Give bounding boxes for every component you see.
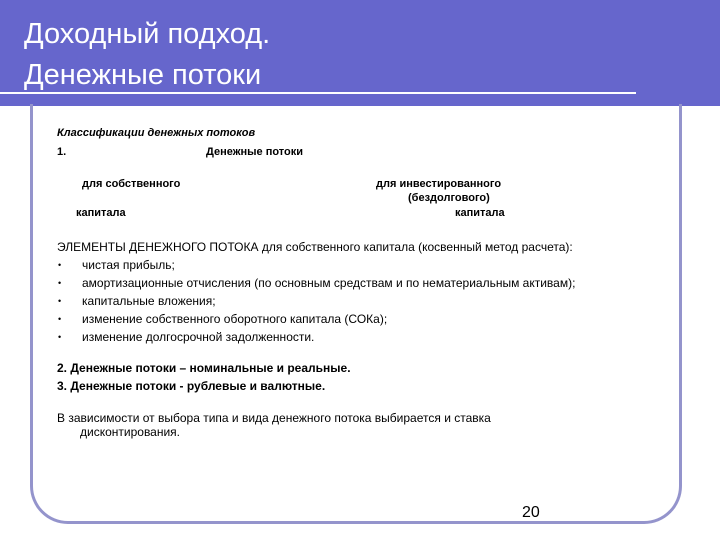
point-3-ruble-currency: 3. Денежные потоки - рублевые и валютные. — [57, 379, 326, 393]
slide-title-line-1: Доходный подход. — [24, 18, 271, 50]
equity-capital-label-line-2: капитала — [76, 207, 126, 219]
bullet-glyph: • — [58, 296, 62, 306]
list-item: изменение собственного оборотного капитала (СОКа); — [82, 312, 388, 326]
invested-capital-label-line-1: для инвестированного — [376, 178, 502, 190]
title-band — [0, 0, 720, 106]
bullet-glyph: • — [58, 314, 62, 324]
invested-capital-label-line-3: капитала — [455, 207, 505, 219]
bullet-glyph: • — [58, 278, 62, 288]
conclusion-line-2: дисконтирования. — [80, 425, 181, 439]
bullet-glyph: • — [58, 332, 62, 342]
title-divider — [0, 92, 636, 94]
list-item: капитальные вложения; — [82, 294, 216, 308]
equity-capital-label-line-1: для собственного — [82, 178, 181, 190]
classification-item-number: 1. — [57, 146, 67, 158]
slide-title-line-2: Денежные потоки — [24, 59, 262, 91]
point-2-nominal-real: 2. Денежные потоки – номинальные и реальные. — [57, 361, 351, 375]
invested-capital-label-line-2: (бездолгового) — [408, 192, 490, 204]
elements-heading: ЭЛЕМЕНТЫ ДЕНЕЖНОГО ПОТОКА для собственного капитала (косвенный метод расчета): — [57, 240, 573, 254]
classification-item-title: Денежные потоки — [206, 146, 304, 158]
bullet-glyph: • — [58, 260, 62, 270]
list-item: чистая прибыль; — [82, 258, 175, 272]
page-number: 20 — [522, 504, 540, 521]
list-item: изменение долгосрочной задолженности. — [82, 330, 315, 344]
list-item: амортизационные отчисления (по основным средствам и по нематериальным активам); — [82, 276, 576, 290]
classification-heading: Классификации денежных потоков — [57, 127, 256, 139]
conclusion-line-1: В зависимости от выбора типа и вида денежного потока выбирается и ставка — [57, 411, 491, 425]
